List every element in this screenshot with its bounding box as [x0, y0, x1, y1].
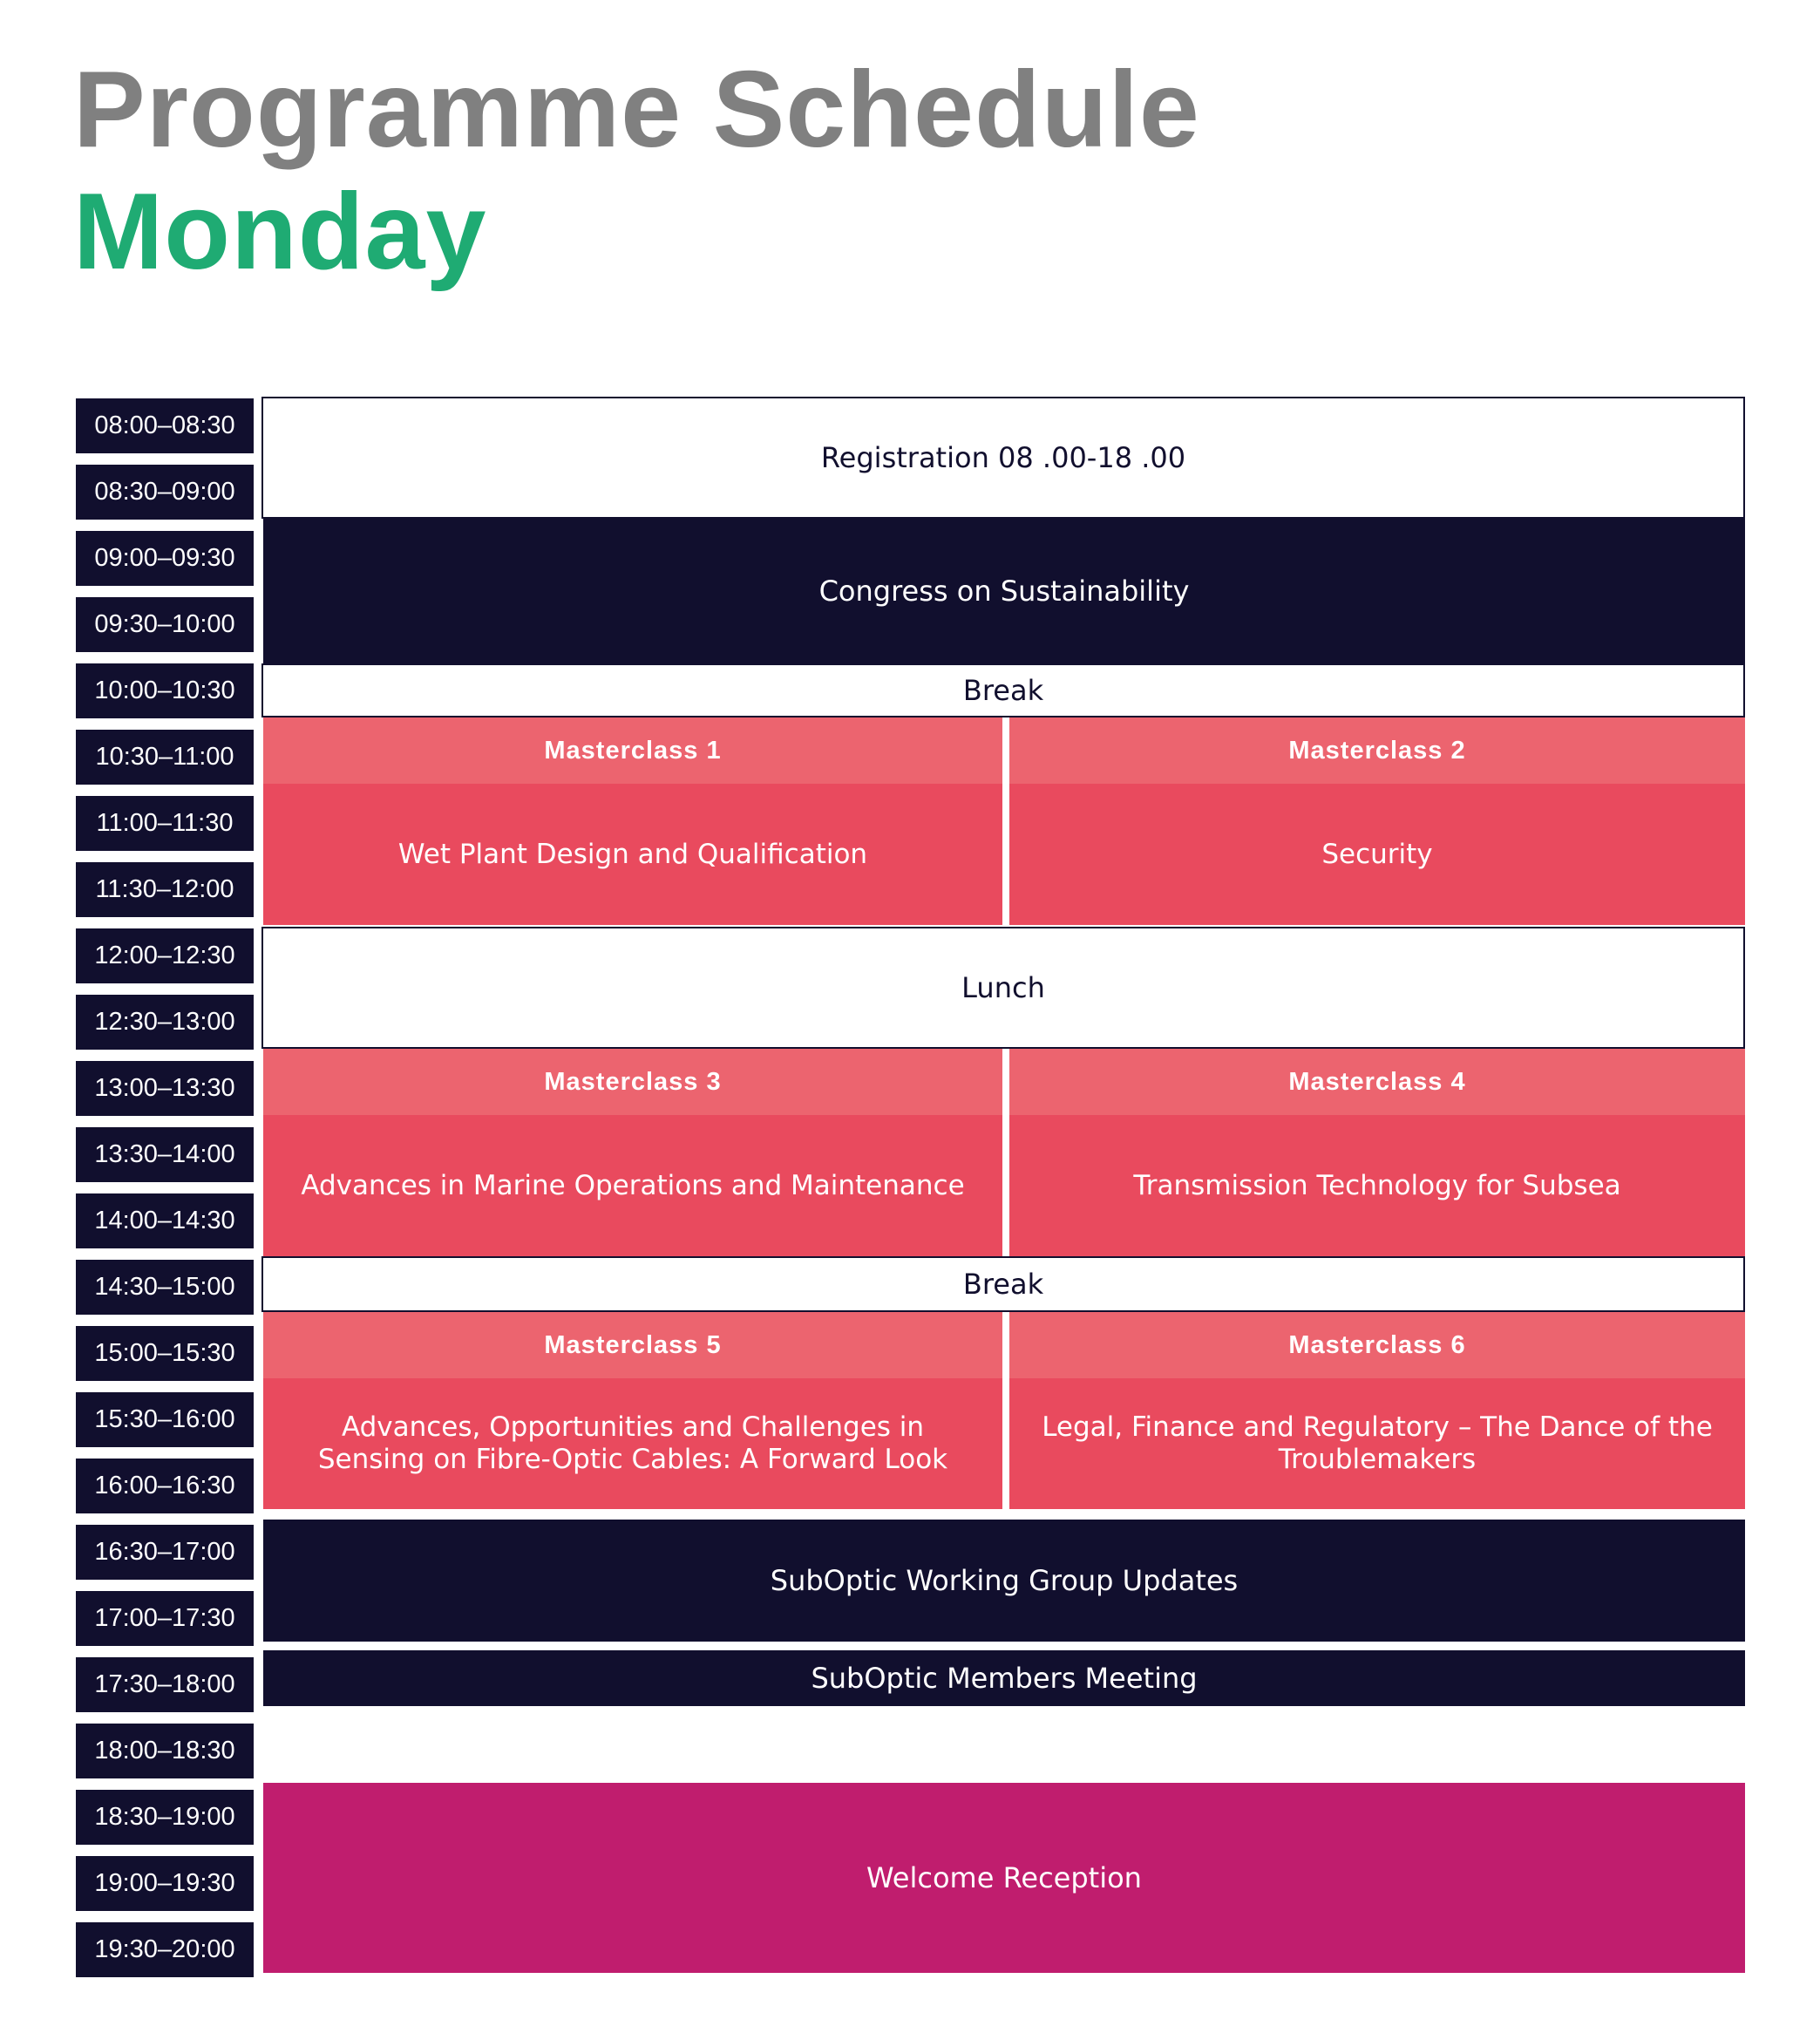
- masterclass-header: Masterclass 4: [1009, 1049, 1745, 1115]
- masterclass-header: Masterclass 6: [1009, 1312, 1745, 1378]
- time-slot: 10:00–10:30: [76, 663, 254, 718]
- masterclass-title: Security: [1009, 784, 1745, 925]
- time-slot: 08:30–09:00: [76, 465, 254, 520]
- masterclass-header: Masterclass 1: [263, 717, 1002, 784]
- time-slot: 13:00–13:30: [76, 1061, 254, 1116]
- time-slot: 14:00–14:30: [76, 1193, 254, 1248]
- time-slot: 14:30–15:00: [76, 1260, 254, 1315]
- time-slot: 12:00–12:30: [76, 928, 254, 983]
- time-slot: 16:00–16:30: [76, 1459, 254, 1513]
- time-slot: 19:00–19:30: [76, 1856, 254, 1911]
- day-heading: Monday: [73, 172, 487, 292]
- time-slot: 18:30–19:00: [76, 1790, 254, 1845]
- time-slot: 17:30–18:00: [76, 1657, 254, 1712]
- time-slot: 08:00–08:30: [76, 398, 254, 453]
- masterclass-title: Advances, Opportunities and Challenges in Sensing on Fibre-Optic Cables: A Forward Look: [263, 1378, 1002, 1509]
- time-slot: 15:30–16:00: [76, 1392, 254, 1447]
- masterclass-header: Masterclass 3: [263, 1049, 1002, 1115]
- registration-session: Registration 08 .00-18 .00: [261, 397, 1745, 519]
- masterclass-header: Masterclass 2: [1009, 717, 1745, 784]
- masterclass-header: Masterclass 5: [263, 1312, 1002, 1378]
- break-session: Break: [261, 663, 1745, 717]
- time-slot: 16:30–17:00: [76, 1525, 254, 1580]
- masterclass-title: Wet Plant Design and Qualification: [263, 784, 1002, 925]
- time-slot: 12:30–13:00: [76, 995, 254, 1050]
- members-meeting-session: SubOptic Members Meeting: [263, 1650, 1745, 1706]
- time-slot: 17:00–17:30: [76, 1591, 254, 1646]
- masterclass-title: Advances in Marine Operations and Maintenance: [263, 1115, 1002, 1256]
- lunch-session: Lunch: [261, 927, 1745, 1049]
- masterclass-title: Transmission Technology for Subsea: [1009, 1115, 1745, 1256]
- time-slot: 19:30–20:00: [76, 1922, 254, 1977]
- time-slot: 09:30–10:00: [76, 597, 254, 652]
- masterclass-title: Legal, Finance and Regulatory – The Dance of the Troublemakers: [1009, 1378, 1745, 1509]
- congress-session: Congress on Sustainability: [263, 519, 1745, 663]
- page-title: Programme Schedule: [73, 50, 1200, 170]
- time-slot: 15:00–15:30: [76, 1326, 254, 1381]
- time-slot: 11:30–12:00: [76, 862, 254, 917]
- time-slot: 10:30–11:00: [76, 730, 254, 785]
- welcome-reception-session: Welcome Reception: [263, 1783, 1745, 1973]
- working-group-session: SubOptic Working Group Updates: [263, 1520, 1745, 1642]
- break-session: Break: [261, 1256, 1745, 1312]
- time-slot: 18:00–18:30: [76, 1724, 254, 1778]
- time-slot: 09:00–09:30: [76, 531, 254, 586]
- time-slot: 11:00–11:30: [76, 796, 254, 851]
- time-slot: 13:30–14:00: [76, 1127, 254, 1182]
